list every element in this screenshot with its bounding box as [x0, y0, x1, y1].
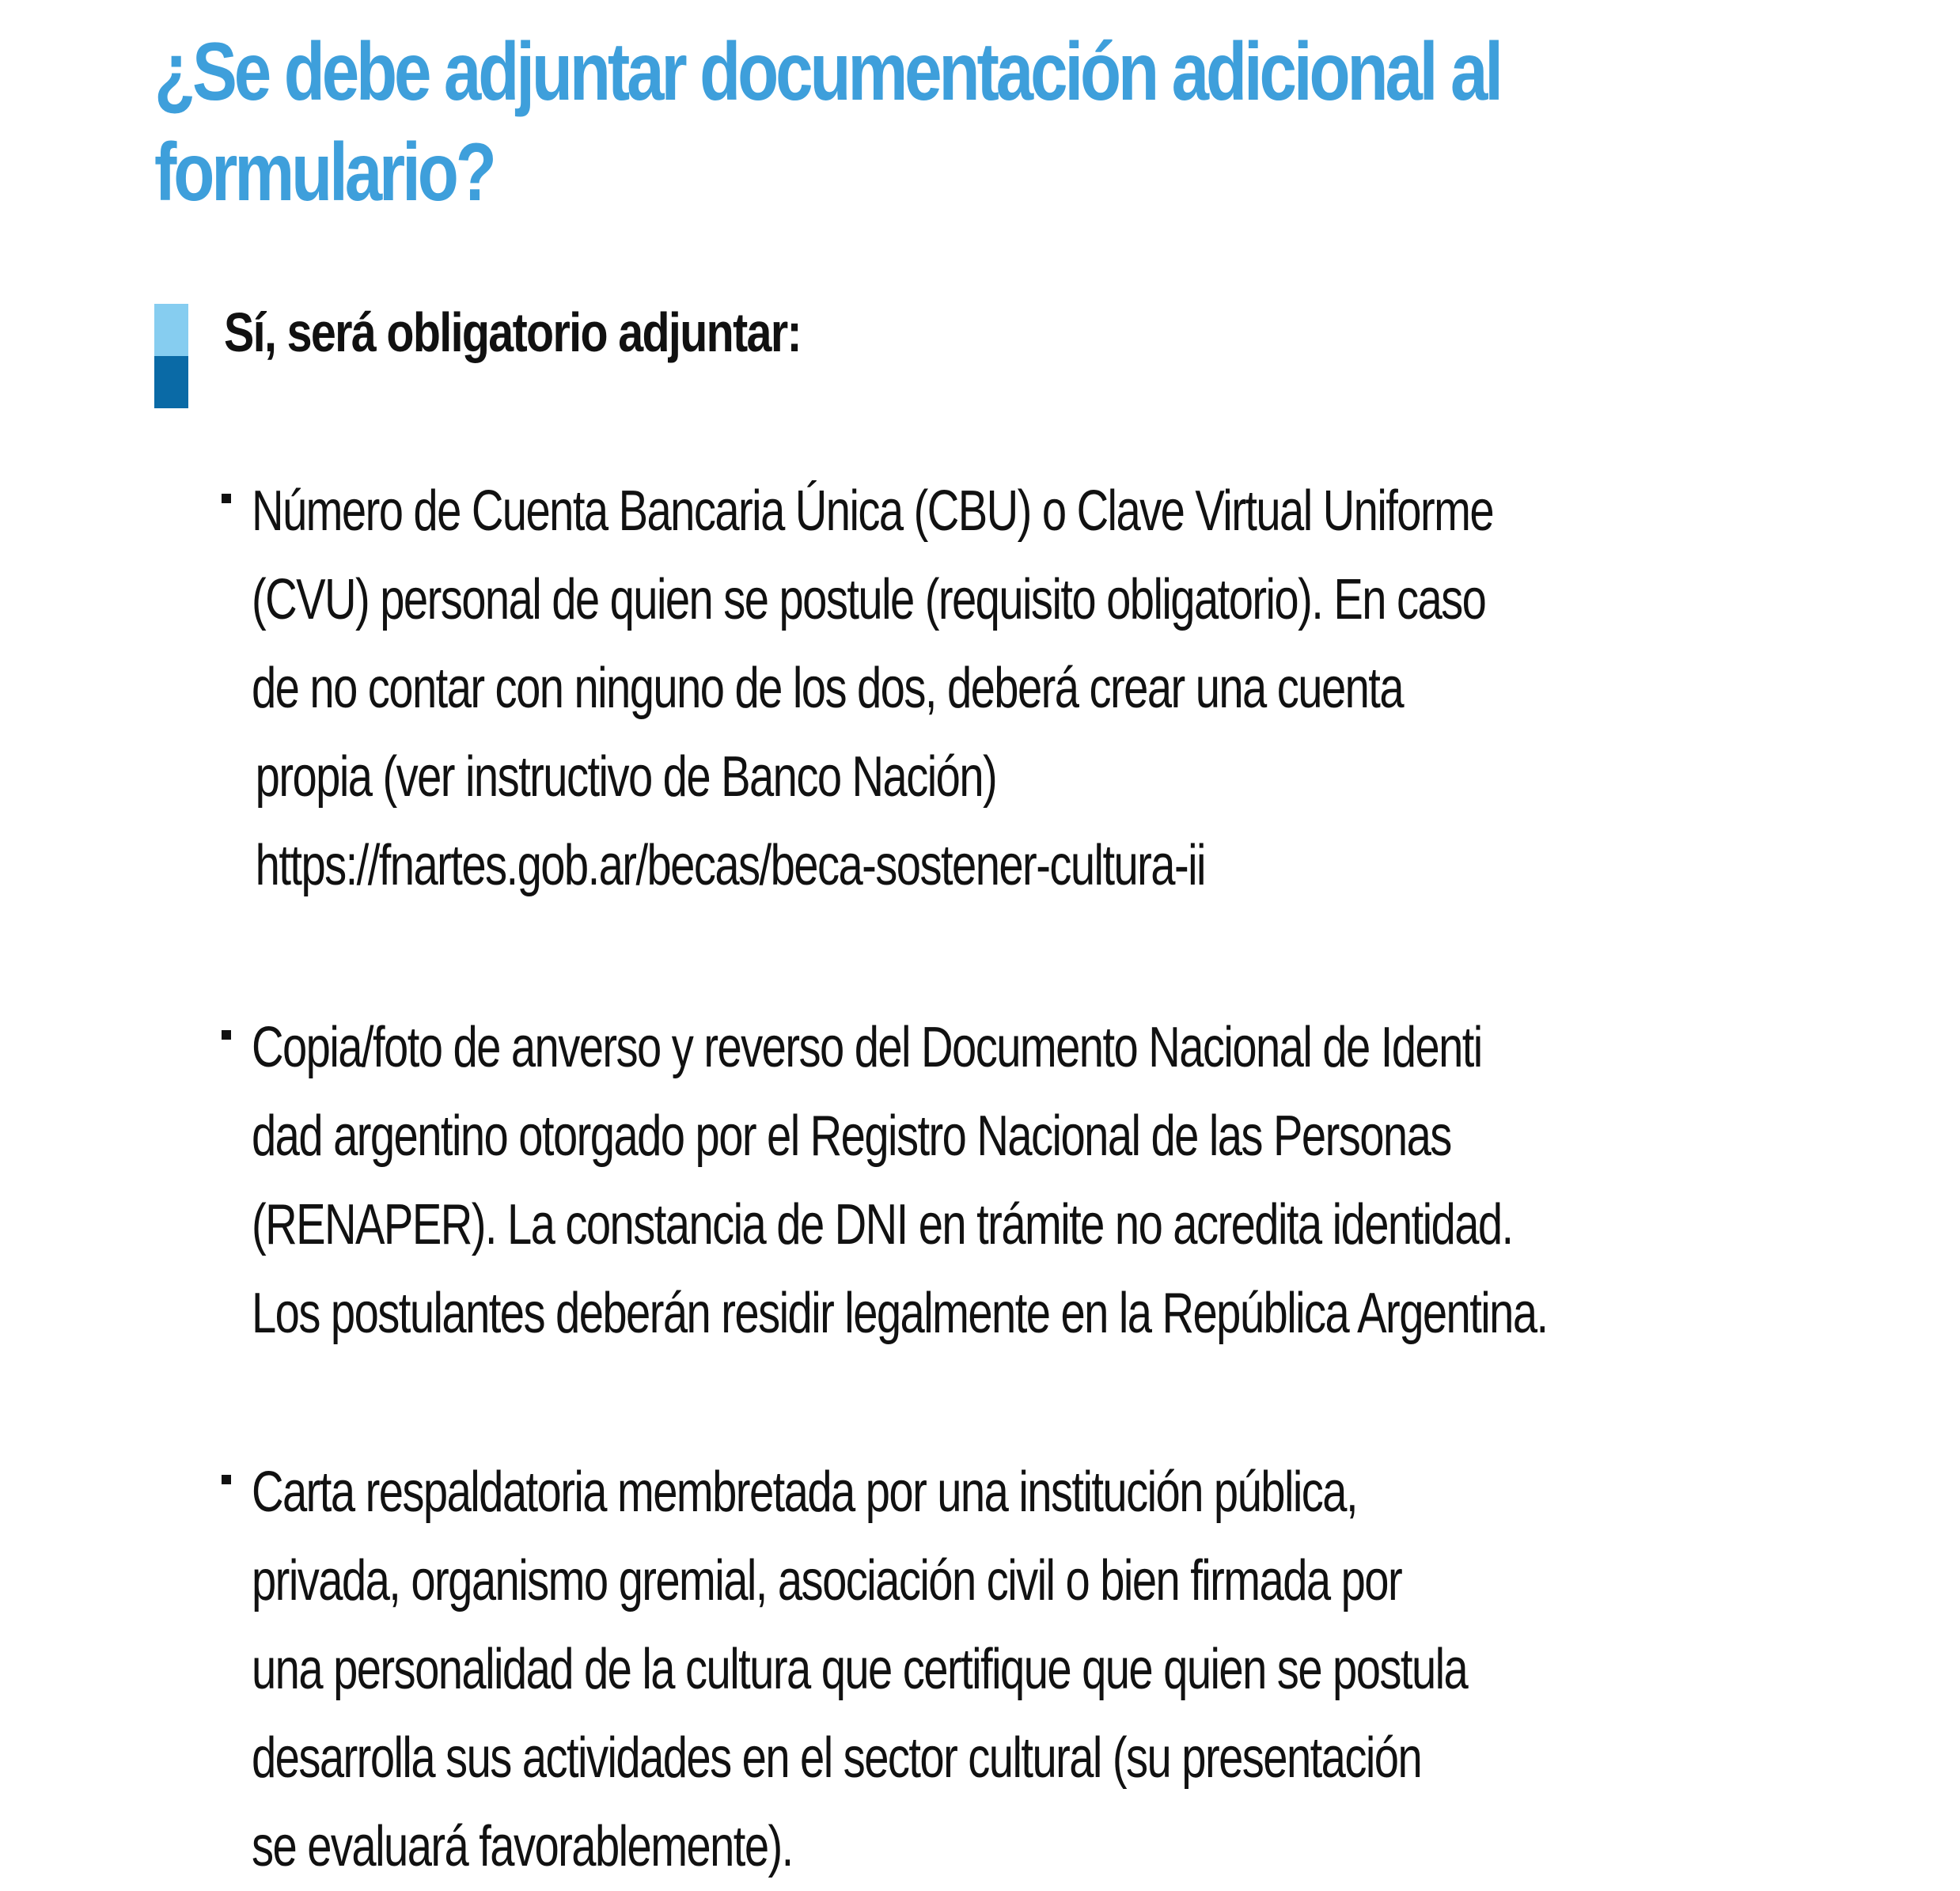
- requirement-line: Copia/foto de anverso y reverso del Documento Nacional de Identi: [252, 1016, 1482, 1079]
- requirement-link[interactable]: https://fnartes.gob.ar/becas/beca-sostener-cultura-ii: [255, 834, 1205, 897]
- page-title: [154, 22, 1517, 223]
- requirement-text: [252, 1448, 1467, 1891]
- requirement-line: de no contar con ninguno de los dos, deberá crear una cuenta: [252, 657, 1404, 720]
- title-line-1: ¿Se debe adjuntar documentación adicional al: [154, 26, 1500, 118]
- requirement-line: una personalidad de la cultura que certifique que quien se postula: [252, 1638, 1468, 1701]
- title-line-2: formulario?: [154, 127, 494, 218]
- requirement-line: (CVU) personal de quien se postule (requisito obligatorio). En caso: [252, 568, 1486, 631]
- requirement-line: privada, organismo gremial, asociación civil o bien firmada por: [252, 1549, 1402, 1612]
- accent-bar: [154, 304, 188, 408]
- requirement-line: se evaluará favorablemente).: [252, 1815, 793, 1878]
- requirement-line: Los postulantes deberán residir legalmente en la República Argentina.: [252, 1282, 1548, 1345]
- requirement-line: Carta respaldatoria membretada por una institución pública,: [252, 1461, 1358, 1524]
- requirement-text: [252, 467, 1493, 910]
- requirement-line: dad argentino otorgado por el Registro Nacional de las Personas: [252, 1105, 1451, 1168]
- bullet-square-icon: [222, 494, 231, 503]
- requirement-line: Número de Cuenta Bancaria Única (CBU) o Clave Virtual Uniforme: [252, 479, 1494, 543]
- section-subheading: [154, 301, 1104, 408]
- requirement-text: [252, 1003, 1548, 1358]
- subheading-text: Sí, será obligatorio adjuntar:: [224, 301, 802, 363]
- accent-bar-light: [154, 304, 188, 356]
- accent-bar-dark: [154, 356, 188, 408]
- requirement-line: propia (ver instructivo de Banco Nación): [255, 745, 997, 809]
- requirement-line: (RENAPER). La constancia de DNI en trámite no acredita identidad.: [252, 1193, 1513, 1256]
- bullet-square-icon: [222, 1030, 231, 1040]
- requirement-line: desarrolla sus actividades en el sector cultural (su presentación: [252, 1726, 1422, 1790]
- bullet-square-icon: [222, 1475, 231, 1484]
